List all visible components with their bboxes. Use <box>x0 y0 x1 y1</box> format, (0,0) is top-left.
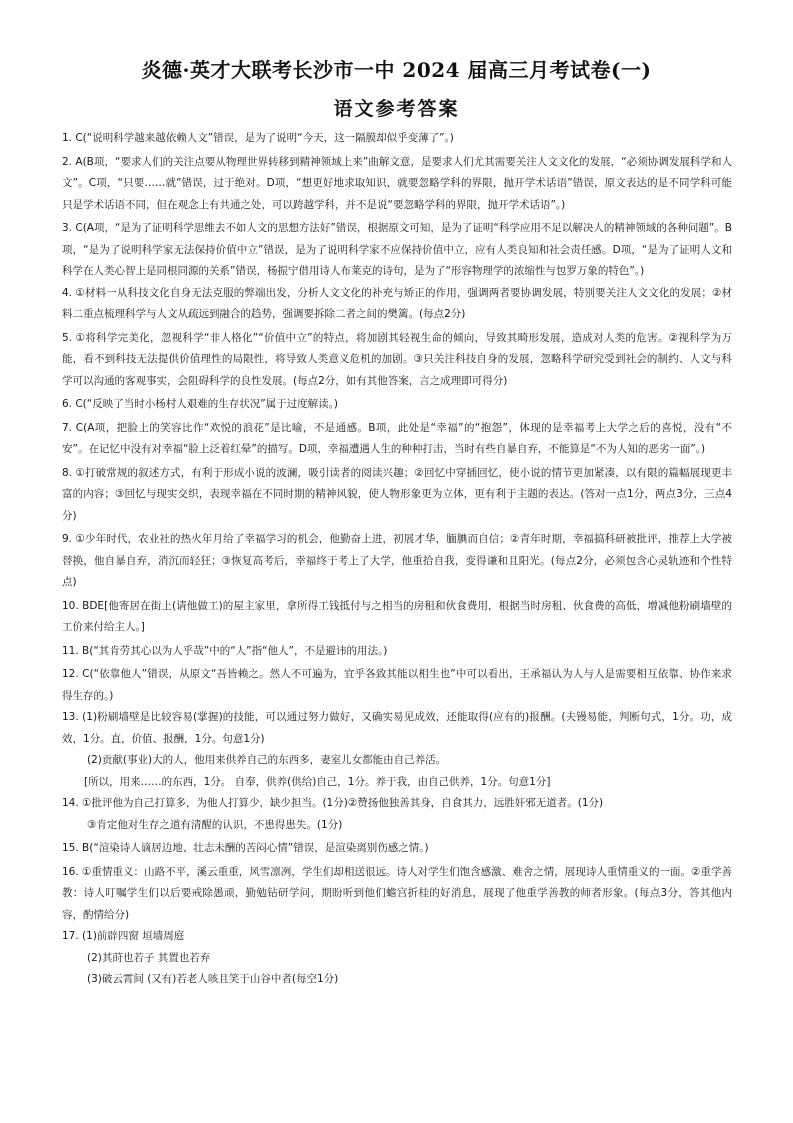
page-subtitle: 语文参考答案 <box>333 98 460 120</box>
answer-4: 4. ①材料一从科技文化自身无法克服的弊端出发，分析人文文化的补充与矫正的作用，强调两者要协调发展，特别要关注人文文化的发展；②材料二重点梳理科学与人文从疏远到融合的趋势，强调要拆除二者之间的樊篱。(每点2分) <box>62 286 732 320</box>
answer-14-part-2: ③肯定他对生存之道有清醒的认识，不患得患失。(1分) <box>87 818 343 831</box>
answer-6: 6. C(“反映了当时小杨村人艰难的生存状况”属于过度解读。) <box>62 398 339 410</box>
answer-17-part-1: 17. (1)前辟四窗 垣墙周庭 <box>62 930 185 942</box>
answer-1: 1. C(“说明科学越来越依赖人文”错误，是为了说明“今天，这一隔膜却似乎变薄了”。) <box>62 132 454 144</box>
answer-16: 16. ①重情重义：山路不平，溪云重重，风雪凛冽，学生们却相送很远。诗人对学生们饱含感激、难舍之情，展现诗人重情重义的一面。②重学善教：诗人叮嘱学生们以后要戒除愚顽，勤勉钻研学问，期盼听到他们蟾宫折桂的好消息，展现了他重学善教的师者形象。(每点3分，答其他内容，酌情给分) <box>62 865 732 921</box>
answer-17-part-2: (2)其莳也若子 其置也若弃 <box>87 951 211 964</box>
answer-13-scoring: [所以，用来……的东西，1分。 自奉，供养(供给)自己，1分。养于我，由自己供养，1分。句意1分] <box>84 775 551 788</box>
answer-13-part-1: 13. (1)粉刷墙壁是比较容易(掌握)的技能，可以通过努力做好，又确实易见成效，还能取得(应有的)报酬。(夫镘易能，判断句式，1分。功，成效，1分。直，价值、报酬，1分。句意1分) <box>62 711 732 745</box>
answer-9: 9. ①少年时代，农业社的热火年月给了幸福学习的机会，他勤奋上进，初展才华，腼腆而自信；②青年时期，幸福搞科研被批评，推荐上大学被替换，他自暴自弃，消沉而轻狂；③恢复高考后，幸福终于考上了大学，他重拾自我，变得谦和且阳光。(每点2分，必须包含心灵轨迹和个性特点) <box>62 533 732 588</box>
answer-10: 10. BDE[他寄居在街上(请他做工)的屋主家里，拿所得工钱抵付与之相当的房租和伙食费用，根据当时房租、伙食费的高低，增减他粉刷墙壁的工价来付给主人。] <box>62 599 732 633</box>
answer-5: 5. ①将科学完美化，忽视科学“非人格化”“价值中立”的特点，将加剧其轻视生命的倾向，导致其畸形发展，造成对人类的危害。②视科学为万能，看不到科技无法提供价值理性的局限性，将导致人类意义危机的加剧。③只关注科技自身的发展，忽略科学研究受到社会的制约、人文与科学可以沟通的客观事实，会阻碍科学的良性发展。(每点2分，如有其他答案，言之成理即可得分) <box>62 331 732 387</box>
answer-11: 11. B(“其肯劳其心以为人乎哉”中的“人”指“他人”，不是避讳的用法。) <box>62 644 388 657</box>
page-title: 炎德·英才大联考长沙市一中 2024 届高三月考试卷(一) <box>141 58 652 82</box>
answer-12: 12. C(“依靠他人”错误，从原文“吾皆赖之。然人不可遍为，宜乎各致其能以相生也”中可以看出，王承福认为人与人是需要相互依靠、协作来求得生存的。) <box>62 668 732 702</box>
answer-13-part-2: (2)贡献(事业)大的人，他用来供养自己的东西多，妻室儿女都能由自己养活。 <box>87 754 447 766</box>
answer-2: 2. A(B项，“要求人们的关注点要从物理世界转移到精神领域上来”曲解文意，是要求人们尤其需要关注人文文化的发展，“必须协调发展科学和人文”。C项，“只要……就”错误，过于绝对。D项，“想更好地求取知识，就要忽略学科的界限，抛开学术话语”错误，原文表达的是不同学科可能只是学术话语不同，但在观念上有共通之处，可以跨越学科，并不是说“要忽略学科的界限，抛开学术话语”。) <box>62 155 732 211</box>
answer-3: 3. C(A项，“是为了证明科学思维去不如人文的思想方法好”错误，根据原文可知，是为了证明“科学应用不足以解决人的精神领域的各种问题”。B项，“是为了说明科学家无法保持价值中立”错误，是为了说明科学家不应保持价值中立，应有人类良知和社会责任感。D项，“是为了证明人文和科学在人类心智上是同根同源的关系”错误，杨振宁借用诗人布莱克的诗句，是为了“形容物理学的浓缩性与包罗万象的特色”。) <box>62 222 732 277</box>
answer-14-part-1: 14. ①批评他为自己打算多，为他人打算少，缺少担当。(1分)②赞扬他独善其身，自食其力，远胜奸邪无道者。(1分) <box>62 797 604 809</box>
answer-list <box>62 128 732 991</box>
answer-15: 15. B(“渲染诗人谪居边地、壮志未酬的苦闷心情”错误，是渲染离别伤感之情。) <box>62 842 429 854</box>
answer-8: 8. ①打破常规的叙述方式，有利于形成小说的波澜，吸引读者的阅读兴趣；②回忆中穿插回忆，使小说的情节更加紧凑，以有限的篇幅展现更丰富的内容；③回忆与现实交织，表现幸福在不同时期的精神风貌，使人物形象更为立体，更有利于主题的表达。(答对一点1分，两点3分，三点4分) <box>62 466 732 522</box>
answer-17-part-3: (3)破云霄间 (又有)若老人咳且笑于山谷中者(每空1分) <box>87 973 339 985</box>
answer-7: 7. C(A项，把脸上的笑容比作“欢悦的浪花”是比喻，不是通感。B项，此处是“幸福”的“抱怨”，体现的是幸福考上大学之后的喜悦，没有“不安”。在记忆中没有对幸福“脸上泛着红晕”的描写。D项，幸福遭遇人生的种种打击，当时有些自暴自弃，不能算是“不为人知的恶劣一面”。) <box>62 421 732 455</box>
